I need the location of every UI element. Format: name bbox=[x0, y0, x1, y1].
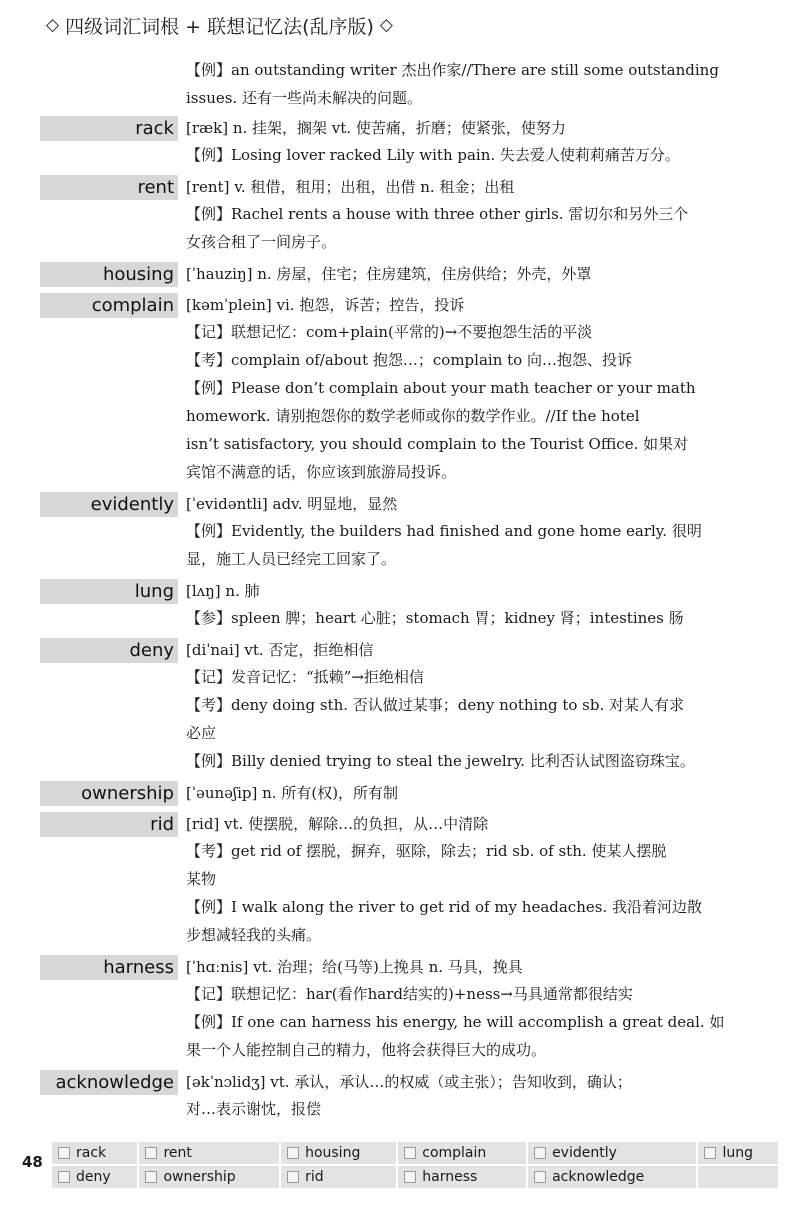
page-header bbox=[40, 10, 399, 40]
checkbox-icon bbox=[404, 1171, 416, 1183]
diamond-icon: ◇ bbox=[46, 15, 60, 35]
checkbox-icon bbox=[58, 1171, 70, 1183]
index-cell bbox=[138, 1165, 280, 1189]
entry-head bbox=[40, 262, 730, 287]
word-index-table bbox=[50, 1140, 780, 1190]
headword: evidently bbox=[40, 492, 178, 517]
entry-line: 【参】spleen 脾；heart 心脏；stomach 胃；kidney 肾；intestines 肠 bbox=[186, 609, 684, 627]
page-number: 48 bbox=[22, 1153, 43, 1171]
vocab-entry bbox=[40, 492, 730, 573]
definition: [ˈevidəntli] adv. 明显地，显然 bbox=[186, 495, 398, 513]
headword: ownership bbox=[40, 781, 178, 806]
example-line: 【例】an outstanding writer 杰出作家//There are still some outstanding bbox=[186, 61, 719, 79]
index-word: housing bbox=[305, 1145, 361, 1161]
index-word: acknowledge bbox=[552, 1169, 645, 1185]
entry-line: homework. 请别抱怨你的数学老师或你的数学作业。//If the hotel bbox=[186, 407, 640, 425]
entry-line: 【例】I walk along the river to get rid of my headaches. 我沿着河边散 bbox=[186, 898, 702, 916]
index-word: deny bbox=[76, 1169, 111, 1185]
definition: [diˈnai] vt. 否定，拒绝相信 bbox=[186, 641, 374, 659]
index-word: lung bbox=[722, 1145, 753, 1161]
entry-line: 【记】联想记忆：har(看作hard结实的)+ness→马具通常都很结实 bbox=[186, 985, 633, 1003]
entry-line: 【考】complain of/about 抱怨…；complain to 向…抱怨、投诉 bbox=[186, 351, 632, 369]
index-row bbox=[51, 1141, 779, 1165]
entry-head bbox=[40, 955, 730, 980]
entry-line: 必应 bbox=[186, 724, 217, 742]
definition: [ˈhɑːnis] vt. 治理；给(马等)上挽具 n. 马具，挽具 bbox=[186, 958, 523, 976]
entry-line: 【例】Evidently, the builders had finished and gone home early. 很明 bbox=[186, 522, 702, 540]
entry-line: 某物 bbox=[186, 870, 217, 888]
entry-line: 【记】联想记忆：com+plain(平常的)→不要抱怨生活的平淡 bbox=[186, 323, 593, 341]
definition: [ˈhauziŋ] n. 房屋，住宅；住房建筑，住房供给；外壳，外罩 bbox=[186, 265, 592, 283]
diamond-icon: ◇ bbox=[379, 15, 393, 35]
index-word: rent bbox=[163, 1145, 192, 1161]
index-cell bbox=[527, 1141, 697, 1165]
headword: housing bbox=[40, 262, 178, 287]
headword: acknowledge bbox=[40, 1070, 178, 1095]
example-line: issues. 还有一些尚未解决的问题。 bbox=[186, 89, 422, 107]
entry-head bbox=[40, 492, 730, 517]
index-word: complain bbox=[422, 1145, 487, 1161]
index-word: evidently bbox=[552, 1145, 617, 1161]
definition: [ræk] n. 挂架，搁架 vt. 使苦痛，折磨；使紧张，使努力 bbox=[186, 119, 566, 137]
headword: rent bbox=[40, 175, 178, 200]
checkbox-icon bbox=[287, 1147, 299, 1159]
checkbox-icon bbox=[287, 1171, 299, 1183]
index-cell bbox=[280, 1141, 397, 1165]
entry-head bbox=[40, 293, 730, 318]
index-row bbox=[51, 1165, 779, 1189]
index-cell bbox=[138, 1141, 280, 1165]
entry-line: 宾馆不满意的话，你应该到旅游局投诉。 bbox=[186, 463, 457, 481]
entry-line: 果一个人能控制自己的精力，他将会获得巨大的成功。 bbox=[186, 1041, 547, 1059]
definition: [lʌŋ] n. 肺 bbox=[186, 582, 260, 600]
entry-line: 【例】Rachel rents a house with three other girls. 雷切尔和另外三个 bbox=[186, 205, 689, 223]
checkbox-icon bbox=[704, 1147, 716, 1159]
index-cell bbox=[51, 1141, 138, 1165]
vocab-entry bbox=[40, 293, 730, 486]
entry-line: 【例】Losing lover racked Lily with pain. 失去爱人使莉莉痛苦万分。 bbox=[186, 146, 680, 164]
entry-line: 【例】Please don’t complain about your math teacher or your math bbox=[186, 379, 696, 397]
entry-line: 步想减轻我的头痛。 bbox=[186, 926, 322, 944]
index-cell bbox=[397, 1141, 527, 1165]
checkbox-icon bbox=[534, 1171, 546, 1183]
index-cell bbox=[697, 1165, 779, 1189]
index-cell bbox=[697, 1141, 779, 1165]
vocab-entry bbox=[40, 812, 730, 949]
entry-head bbox=[40, 638, 730, 663]
index-word: rack bbox=[76, 1145, 107, 1161]
entry-head bbox=[40, 175, 730, 200]
definition: [rid] vt. 使摆脱，解除…的负担，从…中清除 bbox=[186, 815, 489, 833]
definition: [rent] v. 租借，租用；出租，出借 n. 租金；出租 bbox=[186, 178, 515, 196]
entry-line: 显，施工人员已经完工回家了。 bbox=[186, 550, 397, 568]
index-cell bbox=[280, 1165, 397, 1189]
checkbox-icon bbox=[534, 1147, 546, 1159]
entry-line: 【考】get rid of 摆脱，摒弃，驱除，除去；rid sb. of sth. 使某人摆脱 bbox=[186, 842, 667, 860]
entry-line: isn’t satisfactory, you should complain to the Tourist Office. 如果对 bbox=[186, 435, 689, 453]
checkbox-icon bbox=[58, 1147, 70, 1159]
vocab-entry bbox=[40, 781, 730, 806]
checkbox-icon bbox=[145, 1171, 157, 1183]
vocab-entry bbox=[40, 116, 730, 169]
entry-head bbox=[40, 812, 730, 837]
headword: rid bbox=[40, 812, 178, 837]
entry-head bbox=[40, 116, 730, 141]
index-word: rid bbox=[305, 1169, 324, 1185]
index-word: ownership bbox=[163, 1169, 236, 1185]
entry-line: 【考】deny doing sth. 否认做过某事；deny nothing to sb. 对某人有求 bbox=[186, 696, 685, 714]
entry-line: 对…表示谢忱，报偿 bbox=[186, 1100, 322, 1118]
headword: rack bbox=[40, 116, 178, 141]
vocab-entry bbox=[40, 262, 730, 287]
vocab-content bbox=[40, 56, 730, 1129]
entry-head bbox=[40, 1070, 730, 1095]
vocab-entry bbox=[40, 579, 730, 632]
vocab-entry bbox=[40, 955, 730, 1064]
checkbox-icon bbox=[145, 1147, 157, 1159]
index-cell bbox=[397, 1165, 527, 1189]
vocab-entry bbox=[40, 1070, 730, 1123]
entry-line: 【记】发音记忆：“抵赖”→拒绝相信 bbox=[186, 668, 424, 686]
entry-list bbox=[40, 116, 730, 1123]
definition: [kəmˈplein] vi. 抱怨，诉苦；控告，投诉 bbox=[186, 296, 465, 314]
vocab-entry bbox=[40, 175, 730, 256]
headword: lung bbox=[40, 579, 178, 604]
index-cell bbox=[51, 1165, 138, 1189]
book-title: 四级词汇词根 + 联想记忆法(乱序版) bbox=[65, 15, 374, 38]
entry-line: 女孩合租了一间房子。 bbox=[186, 233, 337, 251]
checkbox-icon bbox=[404, 1147, 416, 1159]
entry-head bbox=[40, 781, 730, 806]
headword: complain bbox=[40, 293, 178, 318]
index-cell bbox=[527, 1165, 697, 1189]
headword: harness bbox=[40, 955, 178, 980]
entry-line: 【例】Billy denied trying to steal the jewelry. 比利否认试图盗窃珠宝。 bbox=[186, 752, 695, 770]
entry-head bbox=[40, 579, 730, 604]
definition: [ˈəunəʃip] n. 所有(权)，所有制 bbox=[186, 784, 399, 802]
entry-line: 【例】If one can harness his energy, he will accomplish a great deal. 如 bbox=[186, 1013, 725, 1031]
index-word: harness bbox=[422, 1169, 478, 1185]
definition: [əkˈnɔlidʒ] vt. 承认，承认…的权威（或主张）；告知收到，确认； bbox=[186, 1073, 632, 1091]
vocab-entry bbox=[40, 638, 730, 775]
headword: deny bbox=[40, 638, 178, 663]
